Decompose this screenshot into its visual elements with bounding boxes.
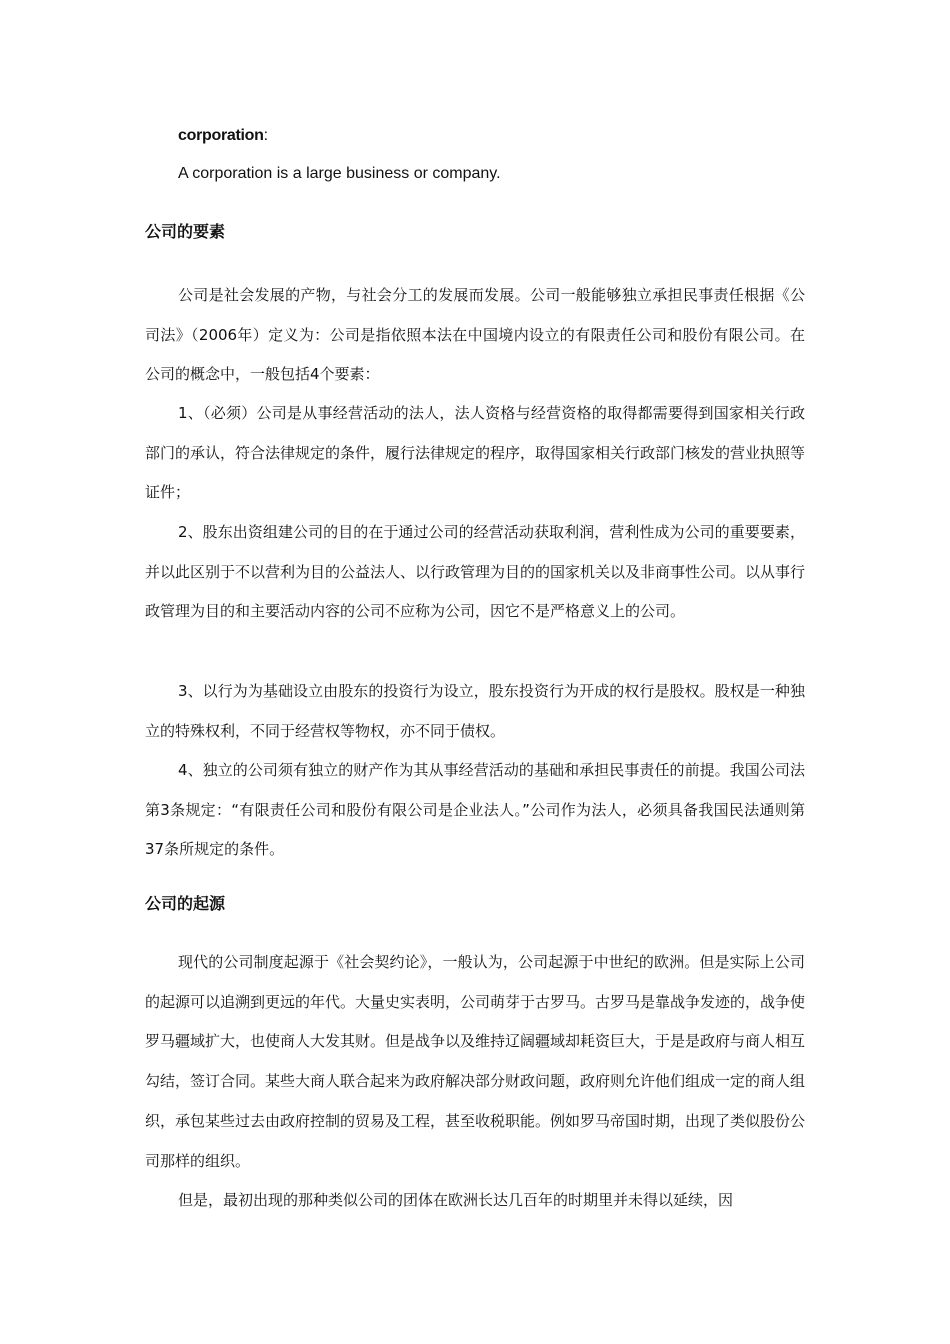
paragraph-origin-2: 但是，最初出现的那种类似公司的团体在欧洲长达几百年的时期里并未得以延续，因 xyxy=(178,1191,734,1209)
definition-text: A corporation is a large business or company. xyxy=(178,165,501,182)
paragraph-origin-1: 现代的公司制度起源于《社会契约论》，一般认为，公司起源于中世纪的欧洲。但是实际上公司的起源可以追溯到更远的年代。大量史实表明，公司萌芽于古罗马。古罗马是靠战争发迹的，战争使罗马疆域扩大，也使商人大发其财。但是战争以及维持辽阔疆域却耗资巨大，于是是政府与商人相互勾结，签订合同。某些大商人联合起来为政府解决部分财政问题，政府则允许他们组成一定的商人组织，承包某些过去由政府控制的贸易及工程，甚至收税职能。例如罗马帝国时期，出现了类似股份公司那样的组织。 xyxy=(145,953,806,1170)
paragraph-element-1: 1、（必须）公司是从事经营活动的法人，法人资格与经营资格的取得都需要得到国家相关行政部门的承认，符合法律规定的条件，履行法律规定的程序，取得国家相关行政部门核发的营业执照等证件； xyxy=(145,404,806,502)
section-heading-elements: 公司的要素 xyxy=(145,222,226,241)
paragraph-intro: 公司是社会发展的产物，与社会分工的发展而发展。公司一般能够独立承担民事责任根据《公司法》（2006年）定义为：公司是指依照本法在中国境内设立的有限责任公司和股份有限公司。在公司的概念中，一般包括4个要素： xyxy=(145,286,805,384)
definition-term-line xyxy=(178,124,268,148)
paragraph-element-4: 4、独立的公司须有独立的财产作为其从事经营活动的基础和承担民事责任的前提。我国公司法第3条规定：“有限责任公司和股份有限公司是企业法人。”公司作为法人，必须具备我国民法通则第37条所规定的条件。 xyxy=(145,761,805,859)
paragraph-element-3: 3、以行为为基础设立由股东的投资行为设立，股东投资行为开成的权行是股权。股权是一种独立的特殊权利，不同于经营权等物权，亦不同于债权。 xyxy=(145,682,805,740)
section-heading-origin: 公司的起源 xyxy=(145,894,226,913)
definition-colon: : xyxy=(263,127,268,144)
paragraph-element-2: 2、股东出资组建公司的目的在于通过公司的经营活动获取利润，营利性成为公司的重要要素，并以此区别于不以营利为目的公益法人、以行政管理为目的的国家机关以及非商事性公司。以从事行政管理为目的和主要活动内容的公司不应称为公司，因它不是严格意义上的公司。 xyxy=(145,523,806,621)
definition-term: corporation xyxy=(178,127,264,144)
